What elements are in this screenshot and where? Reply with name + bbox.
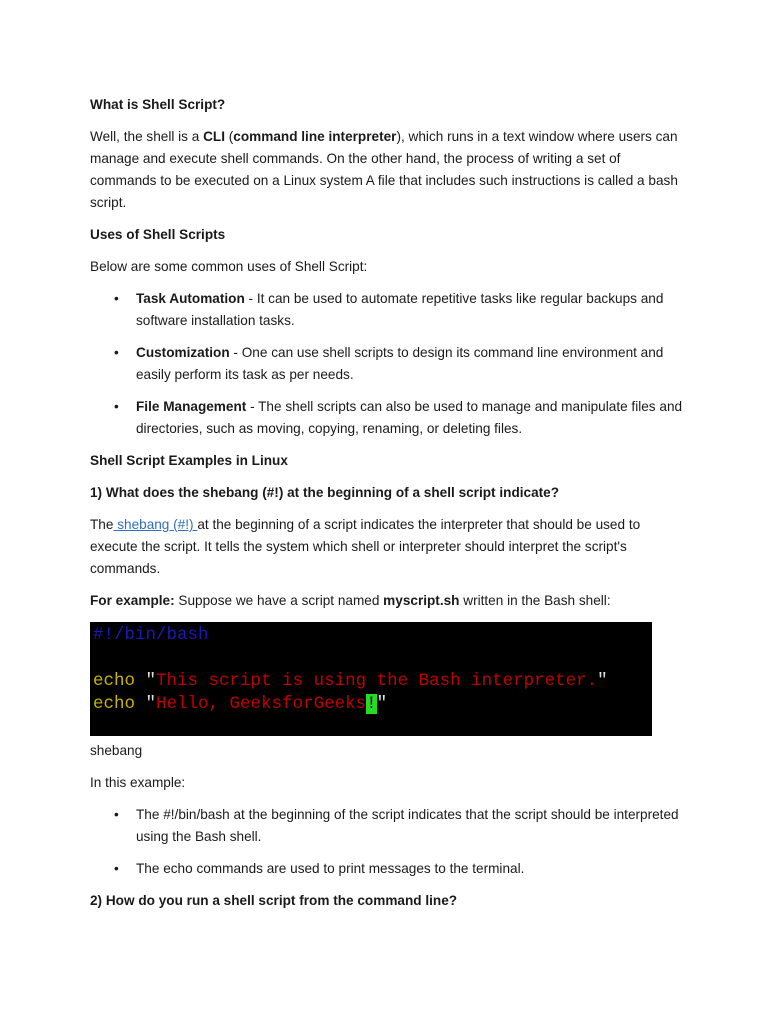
uses-list [90,288,690,440]
list-item: • Task Automation - It can be used to automate repetitive tasks like regular backups and software installation tasks. [90,288,690,332]
image-caption: shebang [90,743,143,758]
terminal-screenshot [90,622,652,736]
intro-paragraph: Well, the shell is a CLI (command line interpreter), which runs in a text window where users can manage and execute shell commands. On the other hand, the process of writing a set of commands to be executed on a Linux system A file that includes such instructions is called a bash script. [90,129,678,210]
echo-line-2: echo "Hello, GeeksforGeeks!" [93,694,388,714]
heading-examples: Shell Script Examples in Linux [90,453,288,468]
heading-uses: Uses of Shell Scripts [90,227,226,242]
shebang-line: #!/bin/bash [93,625,209,645]
question-2: 2) How do you run a shell script from the command line? [90,893,458,908]
example-paragraph: For example: Suppose we have a script named myscript.sh written in the Bash shell: [90,593,611,608]
list-item: • Customization - One can use shell scripts to design its command line environment and easily perform its task as per needs. [90,342,690,386]
document-page [90,94,690,922]
list-item: • File Management - The shell scripts can also be used to manage and manipulate files and directories, such as moving, copying, renaming, or deleting files. [90,396,690,440]
heading-what-is-shell-script: What is Shell Script? [90,97,226,112]
question-1: 1) What does the shebang (#!) at the beginning of a shell script indicate? [90,485,560,500]
echo-line-1: echo "This script is using the Bash interpreter." [93,671,608,691]
shebang-link[interactable]: shebang (#!) [113,517,198,532]
shebang-paragraph: The shebang (#!) at the beginning of a script indicates the interpreter that should be used to execute the script. It tells the system which shell or interpreter should interpret the script's commands. [90,517,641,576]
list-item: • The echo commands are used to print messages to the terminal. [90,858,690,880]
terminal-cursor: ! [366,694,377,714]
uses-intro: Below are some common uses of Shell Script: [90,259,368,274]
list-item: • The #!/bin/bash at the beginning of the script indicates that the script should be interpreted using the Bash shell. [90,804,690,848]
explanation-list [90,804,690,880]
in-example-label: In this example: [90,775,186,790]
